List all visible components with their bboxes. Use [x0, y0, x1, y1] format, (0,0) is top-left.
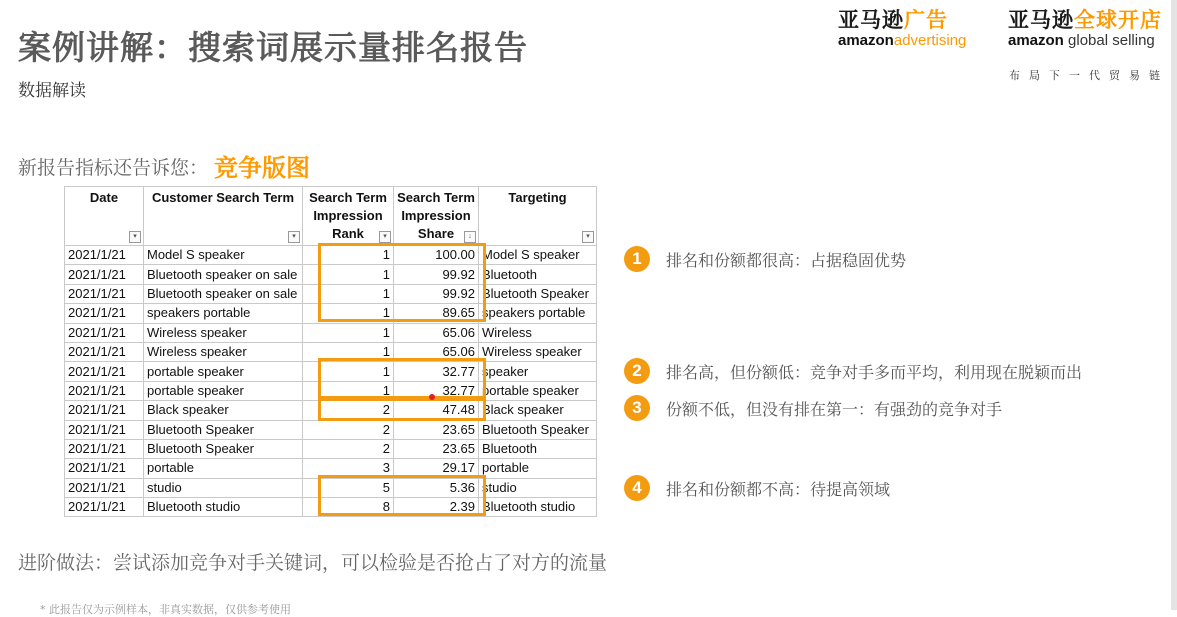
cell-targeting: Bluetooth studio — [479, 498, 597, 517]
tagline: 布局下一代贸易链 — [1009, 69, 1169, 82]
cell-search-term: studio — [144, 478, 303, 497]
cell-date: 2021/1/21 — [65, 439, 144, 458]
cell-rank: 1 — [303, 381, 394, 400]
cell-rank: 2 — [303, 401, 394, 420]
cell-search-term: Bluetooth speaker on sale — [144, 284, 303, 303]
table-row — [65, 420, 597, 439]
cell-search-term: Black speaker — [144, 401, 303, 420]
highlight-box-group-3 — [318, 398, 486, 421]
note-3-badge: 3 — [624, 395, 650, 421]
cell-date: 2021/1/21 — [65, 420, 144, 439]
page-subtitle: 数据解读 — [18, 81, 86, 101]
cell-rank: 1 — [303, 304, 394, 323]
amazon-global-selling-logo: 亚马逊全球开店 amazon global selling — [1008, 8, 1162, 49]
cell-share: 23.65 — [394, 420, 479, 439]
cell-rank: 1 — [303, 265, 394, 284]
cell-date: 2021/1/21 — [65, 265, 144, 284]
cell-share: 32.77 — [394, 381, 479, 400]
cell-rank: 3 — [303, 459, 394, 478]
red-marker-dot — [429, 394, 435, 400]
right-edge-bar — [1171, 0, 1177, 610]
highlight-box-group-4 — [318, 475, 486, 516]
cell-rank: 1 — [303, 284, 394, 303]
cell-search-term: Wireless speaker — [144, 323, 303, 342]
cell-targeting: speaker — [479, 362, 597, 381]
note-2-text: 排名高，但份额低：竞争对手多而平均，利用现在脱颖而出 — [666, 362, 1083, 382]
cell-date: 2021/1/21 — [65, 323, 144, 342]
table-row — [65, 439, 597, 458]
header-search-term: Customer Search Term ▾ — [144, 187, 303, 246]
header-impression-rank: Search Term Impression Rank ▾ — [303, 187, 394, 246]
cell-targeting: Bluetooth Speaker — [479, 420, 597, 439]
cell-share: 2.39 — [394, 498, 479, 517]
cell-rank: 2 — [303, 420, 394, 439]
filter-dropdown-icon[interactable]: ▾ — [288, 231, 300, 243]
cell-targeting: Bluetooth Speaker — [479, 284, 597, 303]
page-title: 案例讲解：搜索词展示量排名报告 — [18, 28, 528, 67]
cell-share: 29.17 — [394, 459, 479, 478]
cell-rank: 5 — [303, 478, 394, 497]
cell-date: 2021/1/21 — [65, 381, 144, 400]
cell-search-term: portable — [144, 459, 303, 478]
cell-share: 99.92 — [394, 284, 479, 303]
highlight-box-group-2 — [318, 358, 486, 399]
cell-date: 2021/1/21 — [65, 246, 144, 265]
cell-search-term: Bluetooth studio — [144, 498, 303, 517]
cell-targeting: Bluetooth — [479, 439, 597, 458]
cell-search-term: portable speaker — [144, 381, 303, 400]
note-2 — [624, 356, 1082, 386]
note-1-badge: 1 — [624, 246, 650, 272]
cell-targeting: studio — [479, 478, 597, 497]
cell-date: 2021/1/21 — [65, 459, 144, 478]
header-impression-share: Search Term Impression Share ↓ — [394, 187, 479, 246]
cell-share: 23.65 — [394, 439, 479, 458]
cell-search-term: speakers portable — [144, 304, 303, 323]
cell-search-term: Bluetooth Speaker — [144, 439, 303, 458]
cell-search-term: portable speaker — [144, 362, 303, 381]
table-row — [65, 323, 597, 342]
note-4-text: 排名和份额都不高：待提高领域 — [666, 479, 891, 499]
cell-targeting: speakers portable — [479, 304, 597, 323]
cell-date: 2021/1/21 — [65, 304, 144, 323]
cell-share: 99.92 — [394, 265, 479, 284]
cell-share: 89.65 — [394, 304, 479, 323]
cell-targeting: Wireless — [479, 323, 597, 342]
cell-share: 5.36 — [394, 478, 479, 497]
table-header-row — [65, 187, 597, 246]
cell-share: 65.06 — [394, 342, 479, 361]
cell-targeting: portable — [479, 459, 597, 478]
report-table-wrap — [64, 186, 597, 517]
cell-targeting: Black speaker — [479, 401, 597, 420]
note-1-text: 排名和份额都很高：占据稳固优势 — [666, 250, 907, 270]
intro-text: 新报告指标还告诉您： — [18, 157, 209, 179]
cell-search-term: Bluetooth speaker on sale — [144, 265, 303, 284]
cell-rank: 1 — [303, 323, 394, 342]
note-1 — [624, 244, 906, 274]
cell-rank: 8 — [303, 498, 394, 517]
cell-targeting: Bluetooth — [479, 265, 597, 284]
header-targeting: Targeting ▾ — [479, 187, 597, 246]
cell-search-term: Model S speaker — [144, 246, 303, 265]
cell-targeting: Model S speaker — [479, 246, 597, 265]
cell-date: 2021/1/21 — [65, 401, 144, 420]
report-table — [64, 186, 597, 517]
cell-date: 2021/1/21 — [65, 342, 144, 361]
cell-targeting: Wireless speaker — [479, 342, 597, 361]
cell-share: 47.48 — [394, 401, 479, 420]
note-4 — [624, 473, 890, 503]
cell-search-term: Wireless speaker — [144, 342, 303, 361]
cell-rank: 1 — [303, 246, 394, 265]
filter-dropdown-icon[interactable]: ▾ — [129, 231, 141, 243]
note-3 — [624, 393, 1002, 423]
cell-date: 2021/1/21 — [65, 478, 144, 497]
highlight-box-group-1 — [318, 243, 486, 322]
note-4-badge: 4 — [624, 475, 650, 501]
cell-targeting: portable speaker — [479, 381, 597, 400]
cell-rank: 1 — [303, 362, 394, 381]
cell-share: 65.06 — [394, 323, 479, 342]
note-3-text: 份额不低，但没有排在第一：有强劲的竞争对手 — [666, 399, 1003, 419]
cell-date: 2021/1/21 — [65, 498, 144, 517]
advanced-tip: 进阶做法：尝试添加竞争对手关键词，可以检验是否抢占了对方的流量 — [18, 552, 608, 574]
filter-dropdown-icon[interactable]: ▾ — [379, 231, 391, 243]
cell-date: 2021/1/21 — [65, 362, 144, 381]
header-date: Date ▾ — [65, 187, 144, 246]
cell-share: 32.77 — [394, 362, 479, 381]
cell-share: 100.00 — [394, 246, 479, 265]
cell-rank: 2 — [303, 439, 394, 458]
cell-search-term: Bluetooth Speaker — [144, 420, 303, 439]
intro-highlight: 竞争版图 — [214, 154, 311, 182]
amazon-advertising-logo: 亚马逊广告 amazonadvertising — [838, 8, 967, 49]
filter-dropdown-icon[interactable]: ▾ — [582, 231, 594, 243]
cell-rank: 1 — [303, 342, 394, 361]
footnote: * 此报告仅为示例样本，非真实数据，仅供参考使用 — [40, 603, 291, 616]
cell-date: 2021/1/21 — [65, 284, 144, 303]
intro-line — [18, 148, 310, 183]
sort-filter-icon[interactable]: ↓ — [464, 231, 476, 243]
note-2-badge: 2 — [624, 358, 650, 384]
